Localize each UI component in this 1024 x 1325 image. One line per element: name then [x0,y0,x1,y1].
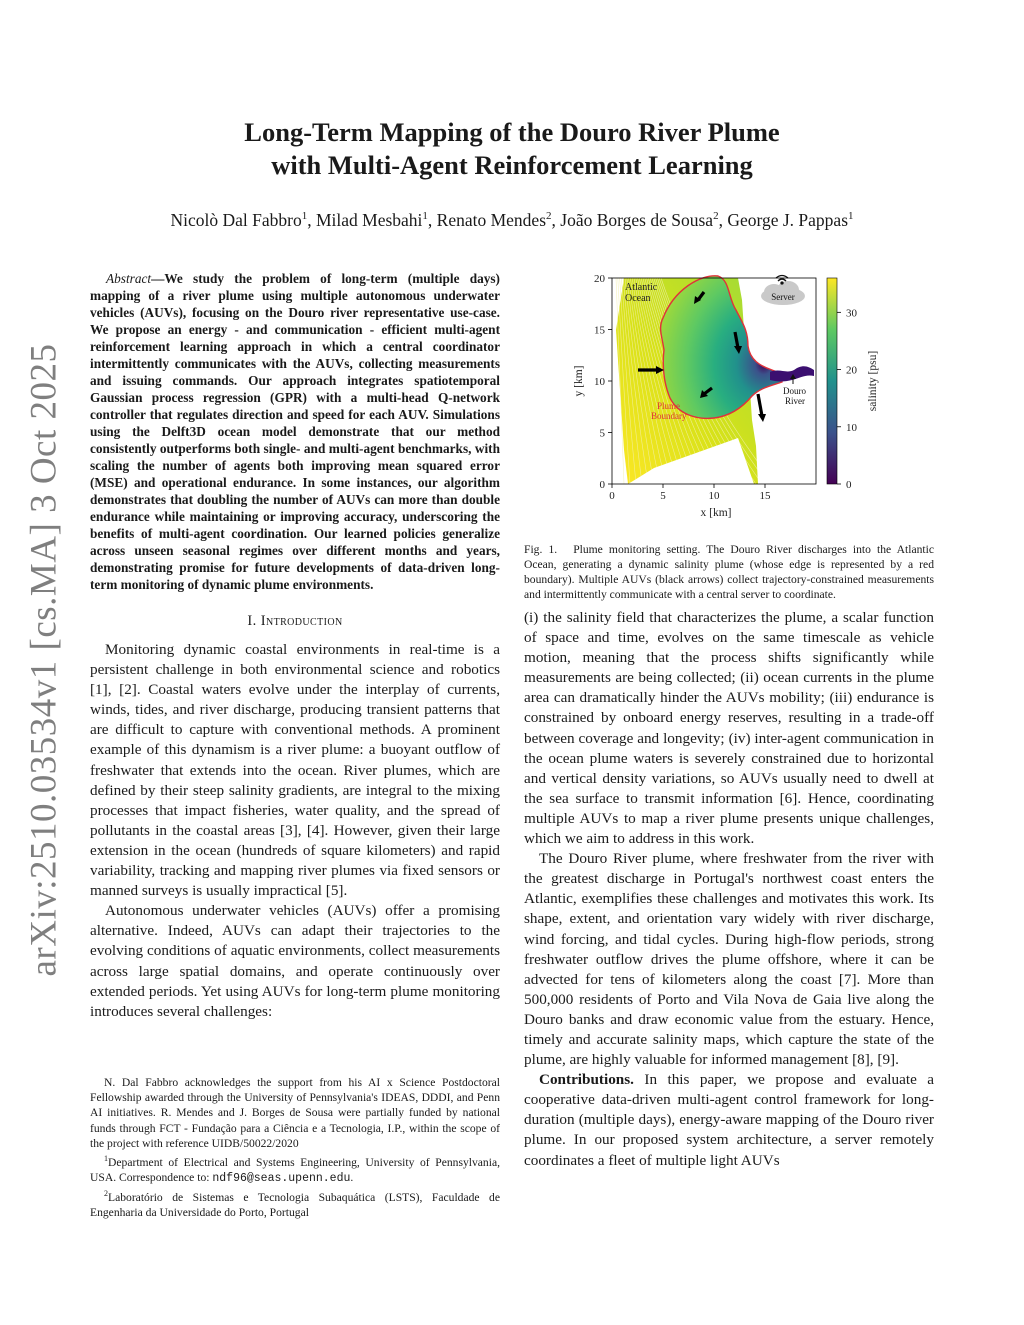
author-affiliation: 2 [546,210,552,223]
x-tick-label: 0 [609,490,615,502]
author-name: Renato Mendes [436,210,547,230]
y-tick-label: 0 [599,479,605,491]
caption-label: Fig. 1. [524,543,558,556]
contributions-label: Contributions. [539,1071,634,1089]
correspondence-email[interactable]: ndf96@seas.upenn.edu [212,1172,351,1186]
footnote-period: . [350,1171,354,1185]
right-body [524,608,934,1171]
intro-paragraph-1: Monitoring dynamic coastal environments in real-time is a persistent challenge in both environmental science and robotics [1], [2]. Coastal waters evolve under the interplay of currents, winds, tides, and river discharge, producing transient patterns that are difficult to capture with conventional methods. A prominent example of this dynamism is a river plume: a buoyant outflow of freshwater that extends into the ocean. River plumes, which are defined by their steep salinity gradients, are integral to the mixing processes that impact fisheries, water quality, and the spread of pollutants in the coastal areas [3], [4]. However, given their large extension in the ocean (hundreds of square kilometers) and rapid variability, tracking and mapping river plumes via fixed sensors or manned surveys is usually impractical [5]. [90,641,500,900]
author-name: João Borges de Sousa [560,210,714,230]
challenges-paragraph: (i) the salinity field that characterizes the plume, a scalar function of space and time, evolves on the same timescale as vehicle motion, meaning that the process shifts significantly while measurements are being collected; (ii) ocean currents in the plume area can dramatically hinder the AUVs mobility; (iii) endurance is constrained by onboard energy reserves, resulting in a trade-off between coverage and longevity; (iv) inter-agent communication in the ocean plume waters is severely constrained due to horizontal and vertical density variations, so AUVs usually need to dwell at the sea surface to transmit information [6]. Hence, coordinating multiple AUVs to map a river plume presents unique challenges, which we aim to address in this work. [524,609,934,848]
abstract-label: Abstract [106,271,152,286]
section-number: I. [247,613,257,629]
author-affiliation: 1 [848,210,854,223]
plume-label-line2: Boundary [651,411,687,421]
colorbar-tick-label: 10 [846,421,857,434]
ocean-label-line2: Ocean [625,293,651,304]
colorbar-label: salinity [psu] [867,350,879,412]
affiliation-footnote-1 [90,1151,500,1186]
x-tick-label: 5 [660,490,666,502]
y-tick-label: 15 [594,324,605,337]
author-name: Milad Mesbahi [315,210,423,230]
title-line-2: with Multi-Agent Reinforcement Learning [271,150,753,180]
caption-text: Plume monitoring setting. The Douro River discharges into the Atlantic Ocean, generating a dynamic salinity plume (whose edge is represented by a red boundary). Multiple AUVs (black arrows) collect trajectory-constrained measurements and intermittently communicate with a central server to coordinate. [524,543,934,601]
contributions-paragraph [524,1070,934,1170]
author-affiliation: 1 [301,210,308,223]
colorbar-tick-label: 30 [846,307,857,320]
author-affiliation: 2 [713,210,719,223]
title-line-1: Long-Term Mapping of the Douro River Plume [244,117,780,147]
figure-1 [524,270,934,532]
server-label: Server [771,292,795,302]
section-title-text: Introduction [260,613,343,629]
abstract-text: We study the problem of long-term (multiple days) mapping of a river plume using multiple autonomous underwater vehicles (AUVs), focusing on the Douro river representative use-case. We propose an energy - and communication - efficient multi-agent reinforcement learning approach in which a central coordinator intermittently communicates with the AUVs, collecting measurements and issuing commands. Our approach integrates spatiotemporal Gaussian process regression (GPR) with a multi-head Q-network controller that regulates direction and speed for each AUV. Simulations using the Delft3D ocean model demonstrate that our method consistently outperforms both single- and multi-agent benchmarks, with scaling the number of agents both improving mean squared error (MSE) and operational endurance. In some instances, our algorithm demonstrates that doubling the number of AUVs can more than double endurance while maintaining or improving accuracy, underscoring the benefits of multi-agent coordination. Our learned policies generalize across unseen seasonal regimes over different months and years, demonstrating promise for future developments of data-driven long-term monitoring of dynamic plume environments. [90,271,500,592]
colorbar-ticks [837,307,858,491]
x-axis-label: x [km] [700,507,732,519]
right-column [524,270,934,1171]
x-axis-ticks [609,484,771,502]
salinity-map-figure [524,270,934,532]
footnotes [90,1075,500,1221]
intro-paragraph-2: Autonomous underwater vehicles (AUVs) offer a promising alternative. Indeed, AUVs can adapt their trajectories to the evolving conditions of aquatic environments, collect measurements across large spatial domains, and operate continuously over extended periods. Yet using AUVs for long-term plume monitoring introduces several challenges: [90,902,500,1020]
footnote-text: Department of Electrical and Systems Engineering, University of Pennsylvania, USA. Correspondence to: [90,1155,500,1185]
y-tick-label: 5 [599,427,605,440]
colorbar-tick-label: 20 [846,364,857,377]
abstract-dash: — [151,271,165,286]
plume-label-line1: Plume [657,401,681,411]
arxiv-identifier [14,343,74,977]
abstract [90,270,500,593]
ocean-label-line1: Atlantic [625,282,658,293]
footnote-mark: 2 [104,1189,108,1199]
figure-caption [524,542,934,602]
river-label-line1: Douro [783,386,806,396]
left-column [90,270,500,1022]
y-tick-label: 10 [594,376,605,388]
author-name: George J. Pappas [727,210,849,230]
affiliation-footnote-2 [90,1186,500,1220]
y-axis-label: y [km] [573,365,585,397]
river-label-line2: River [785,396,805,406]
x-tick-label: 10 [708,490,720,502]
footnote-mark: 1 [104,1154,108,1164]
section-heading [90,613,500,630]
douro-paragraph: The Douro River plume, where freshwater from the river with the greatest discharge in Portugal's northwest coast enters the Atlantic, exemplifies these challenges and motivates this work. Its shape, extent, and orientation vary widely with river discharge, wind forcing, and tidal cycles. During high-flow periods, strong freshwater outflow drives the plume offshore, where it can be advected for tens of kilometers along the coast [7]. More than 500,000 residents of Porto and Vila Nova de Gaia live along the Douro banks and draw economic value from the estuary. Hence, timely and accurate salinity maps, which capture the state of the plume, are highly valuable for informed management [8], [9]. [524,850,934,1069]
arxiv-identifier-text: arXiv:2510.03534v1 [cs.MA] 3 Oct 2025 [23,343,65,977]
author-affiliation: 1 [422,210,428,223]
x-tick-label: 15 [759,490,771,502]
funding-footnote: N. Dal Fabbro acknowledges the support from his AI x Science Postdoctoral Fellowship awarded through the University of Pennsylvania's IDEAS, DDDI, and Penn AI initiatives. R. Mendes and J. Borges de Sousa were partially funded by national funds through FCT - Fundação para a Ciência e a Tecnologia, I.P., within the scope of the project with reference UIDB/50022/2020 [90,1076,500,1150]
author-name: Nicolò Dal Fabbro [170,210,302,230]
author-list: Nicolò Dal Fabbro$^1$, Milad Mesbahi$^1$, Renato Mendes$^2$, João Borges de Sousa$^2$, George J. Pappas$^1$ [170,210,854,230]
paper-title [0,116,1024,182]
colorbar [827,278,837,484]
contributions-text: In this paper, we propose and evaluate a cooperative data-driven multi-agent control framework for long-duration (multiple days), energy-aware mapping of the Douro river plume. In our proposed system architecture, a server remotely coordinates a fleet of multiple light AUVs [524,1071,934,1169]
y-axis-ticks [594,273,612,491]
footnote-text: Laboratório de Sistemas e Tecnologia Subaquática (LSTS), Faculdade de Engenharia da Universidade do Porto, Portugal [90,1191,500,1220]
y-tick-label: 20 [594,273,605,285]
colorbar-tick-label: 0 [846,479,852,491]
